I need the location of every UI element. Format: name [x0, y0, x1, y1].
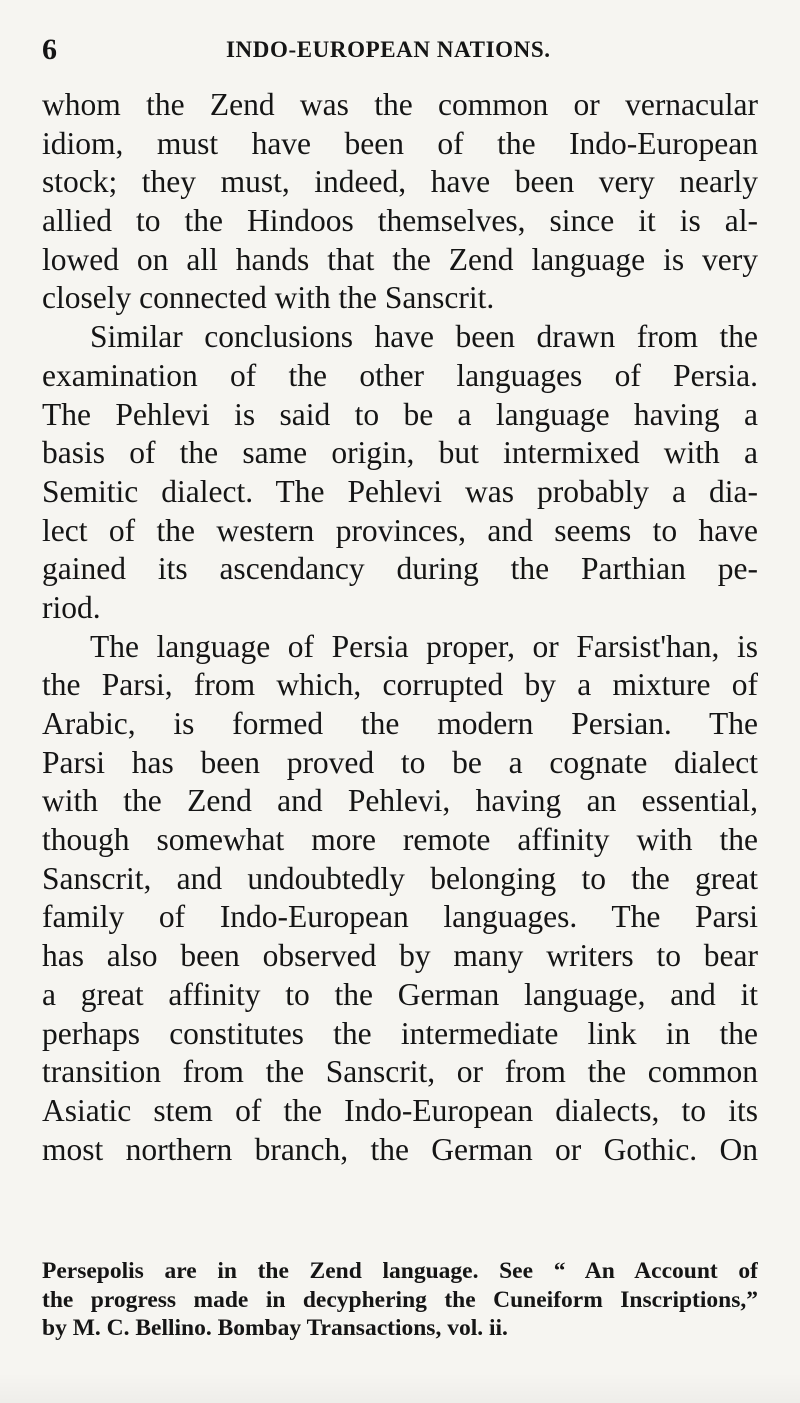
body-line: Similar conclusions have been drawn from the	[90, 319, 758, 355]
body-line: perhaps constitutes the intermediate link in the	[42, 1015, 758, 1051]
body-line: though somewhat more remote affinity with the	[42, 822, 758, 858]
body-line: transition from the Sanscrit, or from the common	[42, 1054, 758, 1090]
page-header	[42, 30, 758, 70]
body-line: The language of Persia proper, or Farsist'han, is	[90, 628, 758, 664]
body-line: Arabic, is formed the modern Persian. The	[42, 706, 758, 741]
body-line: with the Zend and Pehlevi, having an essential,	[42, 783, 758, 819]
body-line: basis of the same origin, but intermixed with a	[42, 435, 758, 471]
body-line: the Parsi, from which, corrupted by a mixture of	[42, 667, 758, 703]
body-line: a great affinity to the German language, and it	[42, 976, 758, 1012]
body-line: has also been observed by many writers to bear	[42, 938, 758, 974]
body-line: examination of the other languages of Persia.	[42, 357, 758, 393]
body-line: most northern branch, the German or Gothic. On	[42, 1131, 758, 1167]
body-line: stock; they must, indeed, have been very nearly	[42, 164, 758, 200]
body-line: Asiatic stem of the Indo-European dialects, to its	[42, 1092, 758, 1128]
footnote	[42, 1257, 758, 1343]
body-line: riod.	[42, 589, 101, 625]
running-title: INDO-EUROPEAN NATIONS.	[226, 37, 551, 62]
body-line: Parsi has been proved to be a cognate dialect	[42, 744, 758, 780]
body-text	[42, 86, 758, 1169]
body-line: Semitic dialect. The Pehlevi was probably a dia-	[42, 473, 758, 509]
body-line: closely connected with the Sanscrit.	[42, 280, 495, 316]
page-number: 6	[42, 33, 57, 66]
body-line: lect of the western provinces, and seems to have	[42, 512, 758, 548]
body-line: Sanscrit, and undoubtedly belonging to the great	[42, 860, 758, 896]
body-line: whom the Zend was the common or vernacular	[42, 87, 758, 122]
body-line: lowed on all hands that the Zend language is very	[42, 241, 758, 277]
body-line: family of Indo-European languages. The Parsi	[42, 899, 758, 935]
body-line: The Pehlevi is said to be a language having a	[42, 396, 758, 432]
footnote-line: the progress made in decyphering the Cuneiform Inscriptions,”	[42, 1286, 758, 1313]
footnote-line: Persepolis are in the Zend language. See “ An Account of	[42, 1258, 758, 1284]
body-line: idiom, must have been of the Indo-European	[42, 125, 758, 161]
body-line: gained its ascendancy during the Parthian pe-	[42, 551, 758, 587]
footnote-line: by M. C. Bellino. Bombay Transactions, vol. ii.	[42, 1315, 508, 1342]
body-line: allied to the Hindoos themselves, since it is al-	[42, 203, 758, 239]
page-shadow	[0, 1373, 800, 1403]
